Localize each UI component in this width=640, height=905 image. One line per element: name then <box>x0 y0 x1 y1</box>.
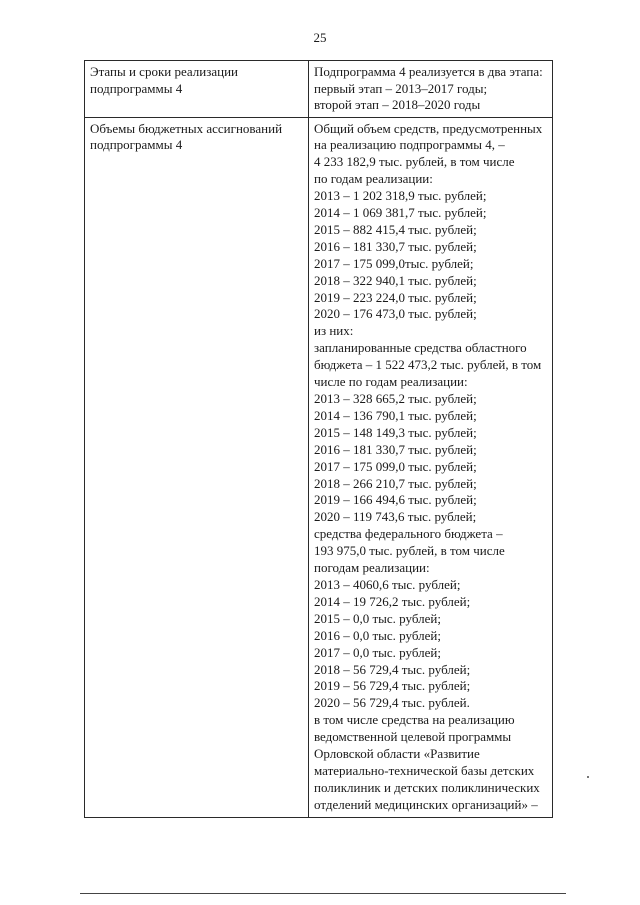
budget-line: материально-технической базы детских <box>314 762 535 778</box>
budget-line: бюджета – 1 522 473,2 тыс. рублей, в том <box>314 357 542 373</box>
budget-line: Орловской области «Развитие <box>314 746 480 762</box>
budget-line: 2014 – 19 726,2 тыс. рублей; <box>314 593 471 609</box>
scan-bottom-line <box>80 893 566 894</box>
budget-line: средства федерального бюджета – <box>314 526 503 542</box>
budget-line: 2017 – 175 099,0тыс. рублей; <box>314 255 474 271</box>
budget-line: 2014 – 136 790,1 тыс. рублей; <box>314 407 477 423</box>
cell-budget-label <box>85 117 309 817</box>
page-number: 25 <box>313 30 327 45</box>
table-row-stages <box>85 61 553 118</box>
cell-stages-label <box>85 61 309 118</box>
budget-line: 2018 – 266 210,7 тыс. рублей; <box>314 475 477 491</box>
budget-line: по годам реализации: <box>314 171 433 187</box>
scan-speck <box>587 776 589 778</box>
budget-line: 4 233 182,9 тыс. рублей, в том числе <box>314 154 515 170</box>
budget-line: запланированные средства областного <box>314 340 527 356</box>
budget-line: 2019 – 56 729,4 тыс. рублей; <box>314 678 471 694</box>
budget-line: из них: <box>314 323 354 339</box>
budget-line: 2017 – 175 099,0 тыс. рублей; <box>314 458 477 474</box>
budget-line: 2019 – 223 224,0 тыс. рублей; <box>314 289 477 305</box>
budget-line: 2016 – 181 330,7 тыс. рублей; <box>314 238 477 254</box>
stages-line: первый этап – 2013–2017 годы; <box>314 80 488 96</box>
budget-line: 2015 – 882 415,4 тыс. рублей; <box>314 221 477 237</box>
budget-line: 2018 – 56 729,4 тыс. рублей; <box>314 661 471 677</box>
budget-line: числе по годам реализации: <box>314 374 468 390</box>
budget-line: 2013 – 328 665,2 тыс. рублей; <box>314 391 477 406</box>
subprogram-passport-table <box>84 60 553 818</box>
budget-line: поликлиник и детских поликлинических <box>314 779 540 795</box>
budget-line: 2015 – 148 149,3 тыс. рублей; <box>314 424 477 440</box>
budget-line: 2013 – 4060,6 тыс. рублей; <box>314 576 461 592</box>
budget-line: 2016 – 181 330,7 тыс. рублей; <box>314 441 477 457</box>
budget-line: 2017 – 0,0 тыс. рублей; <box>314 644 441 660</box>
budget-line: отделений медицинских организаций» – <box>314 796 538 812</box>
budget-line: на реализацию подпрограммы 4, – <box>314 137 505 153</box>
budget-line: 2015 – 0,0 тыс. рублей; <box>314 610 441 626</box>
budget-line: ведомственной целевой программы <box>314 729 512 745</box>
cell-stages-value <box>309 61 553 118</box>
budget-line: 2016 – 0,0 тыс. рублей; <box>314 627 441 643</box>
budget-line: 2020 – 56 729,4 тыс. рублей. <box>314 695 470 711</box>
budget-line: 2013 – 1 202 318,9 тыс. рублей; <box>314 188 487 204</box>
table-row-budget <box>85 117 553 817</box>
budget-line: 2020 – 119 743,6 тыс. рублей; <box>314 509 477 525</box>
stages-label: Этапы и сроки реализации подпрограммы 4 <box>90 64 238 96</box>
stages-line: Подпрограмма 4 реализуется в два этапа: <box>314 64 543 79</box>
stages-line: второй этап – 2018–2020 годы <box>314 97 481 112</box>
budget-label: Объемы бюджетных ассигнований подпрограммы 4 <box>90 120 283 152</box>
budget-line: 2020 – 176 473,0 тыс. рублей; <box>314 306 477 322</box>
budget-line: в том числе средства на реализацию <box>314 712 515 728</box>
budget-line: 2014 – 1 069 381,7 тыс. рублей; <box>314 205 487 221</box>
budget-line: 2018 – 322 940,1 тыс. рублей; <box>314 272 477 288</box>
budget-line: 2019 – 166 494,6 тыс. рублей; <box>314 492 477 508</box>
budget-line: Общий объем средств, предусмотренных <box>314 120 543 136</box>
budget-line: погодам реализации: <box>314 560 430 576</box>
cell-budget-value <box>309 117 553 817</box>
budget-line: 193 975,0 тыс. рублей, в том числе <box>314 543 505 559</box>
